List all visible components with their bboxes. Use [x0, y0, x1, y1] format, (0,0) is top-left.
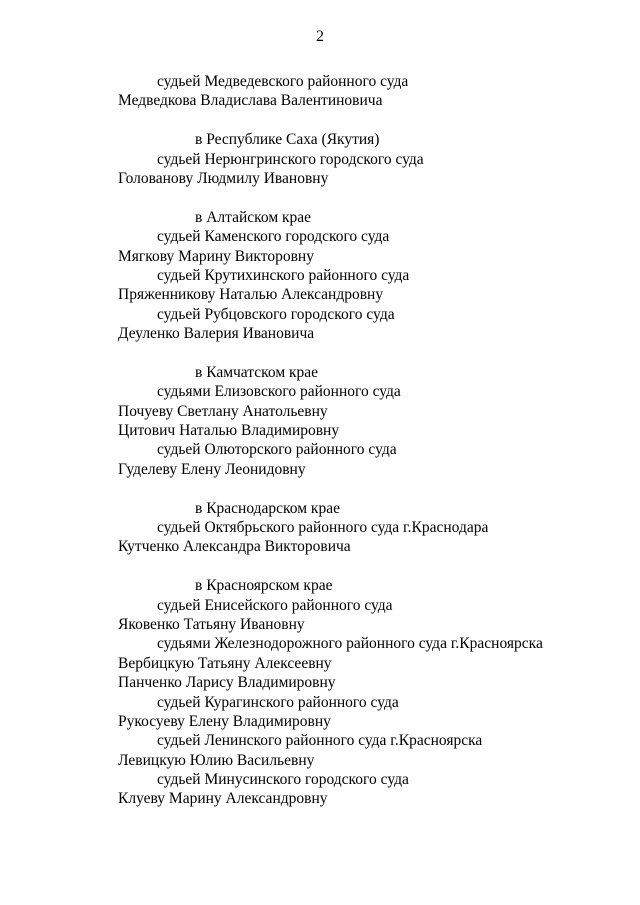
- region-heading: в Краснодарском крае: [195, 499, 340, 517]
- region-heading: в Алтайском крае: [195, 208, 312, 226]
- region-heading: в Красноярском крае: [195, 577, 333, 595]
- court-line: судьей Медведевского районного суда: [157, 73, 409, 90]
- appointments-list: [118, 72, 618, 809]
- court-line: судьей Рубцовского городского суда: [157, 305, 395, 323]
- person-name: Рукосуеву Елену Владимировну: [118, 712, 331, 730]
- page-number: 2: [316, 28, 324, 45]
- person-name: Клуеву Марину Александровну: [118, 790, 328, 808]
- court-line: судьей Енисейского районного суда: [157, 596, 393, 614]
- person-name: Кутченко Александра Викторовича: [118, 538, 351, 556]
- person-name: Гуделеву Елену Леонидовну: [118, 460, 306, 478]
- court-line: судьями Железнодорожного районного суда г.Красноярска: [157, 635, 543, 653]
- person-name: Цитович Наталью Владимировну: [118, 422, 340, 440]
- person-name: Голованову Людмилу Ивановну: [118, 169, 329, 187]
- person-name: Деуленко Валерия Ивановича: [118, 325, 315, 343]
- region-heading: в Республике Саха (Якутия): [195, 131, 380, 149]
- section-gap: [118, 557, 618, 576]
- court-line: судьей Крутихинского районного суда: [157, 266, 410, 284]
- court-line: судьей Нерюнгринского городского суда: [157, 150, 424, 168]
- person-name: Левицкую Юлию Васильевну: [118, 751, 315, 769]
- person-name: Мягкову Марину Викторовну: [118, 247, 314, 265]
- court-line: судьей Олюторского районного суда: [157, 441, 397, 459]
- court-line: судьей Каменского городского суда: [157, 228, 390, 246]
- court-line: судьей Октябрьского районного суда г.Краснодара: [157, 518, 489, 536]
- person-name: Пряженникову Наталью Александровну: [118, 286, 384, 304]
- region-heading: в Камчатском крае: [195, 363, 319, 381]
- person-name: Медведкова Владислава Валентиновича: [118, 92, 383, 110]
- person-name: Панченко Ларису Владимировну: [118, 674, 336, 692]
- person-name: Вербицкую Татьяну Алексеевну: [118, 654, 332, 672]
- court-line: судьями Елизовского районного суда: [157, 383, 401, 401]
- court-line: судьей Ленинского районного суда г.Красноярска: [157, 732, 483, 750]
- person-name: Яковенко Татьяну Ивановну: [118, 615, 305, 633]
- section-gap: [118, 111, 618, 130]
- section-gap: [118, 343, 618, 362]
- section-gap: [118, 479, 618, 498]
- court-line: судьей Курагинского районного суда: [157, 693, 399, 711]
- person-name: Почуеву Светлану Анатольевну: [118, 402, 328, 420]
- section-gap: [118, 188, 618, 207]
- court-line: судьей Минусинского городского суда: [157, 771, 409, 789]
